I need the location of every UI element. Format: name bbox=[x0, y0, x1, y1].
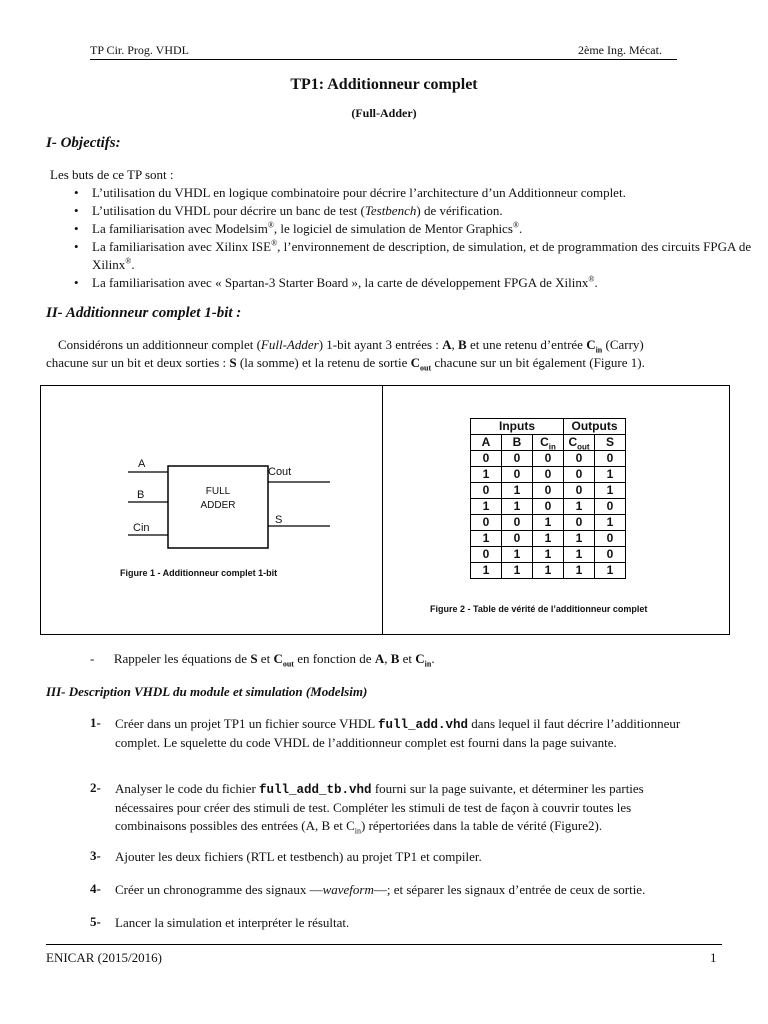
figures-divider bbox=[382, 385, 383, 635]
table-row bbox=[471, 515, 626, 531]
input-b-label: B bbox=[137, 489, 145, 501]
input-a-label: A bbox=[138, 458, 146, 470]
outputs-header: Outputs bbox=[564, 419, 626, 435]
objectifs-intro: Les buts de ce TP sont : bbox=[50, 167, 174, 182]
table-cell: 0 bbox=[564, 451, 595, 467]
table-row bbox=[471, 467, 626, 483]
table-cell: 1 bbox=[471, 467, 502, 483]
table-cell: 0 bbox=[533, 467, 564, 483]
step-number: 4- bbox=[90, 881, 101, 896]
table-row bbox=[471, 531, 626, 547]
table-row bbox=[471, 451, 626, 467]
step-number: 1- bbox=[90, 715, 101, 730]
step-number: 3- bbox=[90, 848, 101, 863]
list-item: • La familiarisation avec « Spartan-3 Starter Board », la carte de développement FPGA de Xilinx®. bbox=[92, 274, 768, 292]
table-cell: 1 bbox=[595, 467, 626, 483]
header-course: TP Cir. Prog. VHDL bbox=[90, 43, 190, 57]
step-3-text: Ajouter les deux fichiers (RTL et testbench) au projet TP1 et compiler. bbox=[115, 849, 482, 864]
table-cell: 1 bbox=[471, 563, 502, 579]
table-cell: 1 bbox=[595, 563, 626, 579]
figure-2-caption: Figure 2 - Table de vérité de l’additionneur complet bbox=[430, 604, 648, 614]
table-row bbox=[471, 563, 626, 579]
full-adder-block-label: FULL ADDER bbox=[200, 486, 236, 511]
table-cell: 0 bbox=[471, 547, 502, 563]
table-cell: 0 bbox=[533, 483, 564, 499]
step-number: 5- bbox=[90, 914, 101, 929]
table-cell: 1 bbox=[502, 499, 533, 515]
table-row bbox=[471, 483, 626, 499]
table-cell: 1 bbox=[533, 563, 564, 579]
table-cell: 1 bbox=[564, 531, 595, 547]
table-cell: 0 bbox=[595, 499, 626, 515]
table-cell: 0 bbox=[564, 483, 595, 499]
table-cell: 1 bbox=[533, 515, 564, 531]
list-item: • L’utilisation du VHDL en logique combinatoire pour décrire l’architecture d’un Additionneur complet. bbox=[92, 184, 768, 202]
output-s-label: S bbox=[275, 514, 283, 526]
list-item: • La familiarisation avec Modelsim®, le logiciel de simulation de Mentor Graphics®. bbox=[92, 220, 768, 238]
table-cell: 1 bbox=[471, 499, 502, 515]
table-cell: 0 bbox=[564, 515, 595, 531]
inputs-header: Inputs bbox=[471, 419, 564, 435]
column-header: B bbox=[502, 435, 533, 451]
input-cin-label: Cin bbox=[133, 522, 150, 534]
step-4-text: Créer un chronogramme des signaux —waveform—; et séparer les signaux d’entrée de ceux de sortie. bbox=[115, 882, 646, 897]
table-cell: 0 bbox=[533, 499, 564, 515]
table-cell: 0 bbox=[502, 515, 533, 531]
table-cell: 0 bbox=[595, 547, 626, 563]
section-adder-heading: II- Additionneur complet 1-bit : bbox=[46, 305, 242, 321]
table-cell: 1 bbox=[533, 547, 564, 563]
page-subtitle: (Full-Adder) bbox=[351, 106, 417, 120]
table-cell: 0 bbox=[564, 467, 595, 483]
table-row bbox=[471, 547, 626, 563]
section-vhdl-heading: III- Description VHDL du module et simulation (Modelsim) bbox=[46, 684, 368, 699]
table-cell: 0 bbox=[502, 451, 533, 467]
step-5-text: Lancer la simulation et interpréter le résultat. bbox=[115, 915, 350, 930]
table-cell: 1 bbox=[564, 547, 595, 563]
header-class: 2ème Ing. Mécat. bbox=[578, 43, 662, 57]
table-cell: 1 bbox=[471, 531, 502, 547]
objectifs-list bbox=[50, 184, 768, 292]
table-cell: 1 bbox=[533, 531, 564, 547]
step-number: 2- bbox=[90, 780, 101, 795]
list-item: • L’utilisation du VHDL pour décrire un banc de test (Testbench) de vérification. bbox=[92, 202, 768, 220]
table-cell: 0 bbox=[471, 451, 502, 467]
recall-equations: - Rappeler les équations de S et $C_{out}$ en fonction de A, B et $C_{in}$. bbox=[90, 651, 435, 669]
column-header: $C_{in}$ bbox=[533, 435, 564, 451]
table-cell: 1 bbox=[595, 483, 626, 499]
table-cell: 1 bbox=[502, 563, 533, 579]
step-1-text: Créer dans un projet TP1 un fichier source VHDL full_add.vhd dans lequel il faut décrire l’additionneur complet. Le squelette du code VHDL de l’additionneur complet est fourni dans la page suivante. bbox=[115, 716, 681, 750]
table-cell: 1 bbox=[564, 499, 595, 515]
column-header: $C_{out}$ bbox=[564, 435, 595, 451]
header-rule bbox=[90, 59, 677, 60]
table-cell: 0 bbox=[502, 531, 533, 547]
adder-description: Considérons un additionneur complet (Full-Adder) 1-bit ayant 3 entrées : A, B et une retenu d’entrée $C_{in}$ (Carry) chacune sur un bit et deux sorties : S (la somme) et la retenu de sortie $C_{out}$ chacune sur un bit également (Figure 1). bbox=[46, 337, 645, 373]
table-cell: 0 bbox=[533, 451, 564, 467]
table-row bbox=[471, 499, 626, 515]
table-cell: 1 bbox=[502, 547, 533, 563]
footer-school: ENICAR (2015/2016) bbox=[46, 950, 162, 965]
truth-table bbox=[470, 418, 626, 579]
table-cell: 1 bbox=[502, 483, 533, 499]
footer-rule bbox=[46, 944, 722, 945]
table-cell: 0 bbox=[502, 467, 533, 483]
page-title: TP1: Additionneur complet bbox=[290, 76, 478, 93]
table-cell: 0 bbox=[471, 515, 502, 531]
table-cell: 0 bbox=[595, 451, 626, 467]
table-row bbox=[471, 419, 626, 435]
table-cell: 1 bbox=[564, 563, 595, 579]
column-header: A bbox=[471, 435, 502, 451]
column-header: S bbox=[595, 435, 626, 451]
section-objectifs-heading: I- Objectifs: bbox=[46, 135, 121, 151]
output-cout-label: Cout bbox=[268, 466, 292, 478]
table-cell: 0 bbox=[471, 483, 502, 499]
table-cell: 1 bbox=[595, 515, 626, 531]
figure-1-caption: Figure 1 - Additionneur complet 1-bit bbox=[120, 568, 278, 578]
table-row bbox=[471, 435, 626, 451]
step-2-text: Analyser le code du fichier full_add_tb.vhd fourni sur la page suivante, et déterminer les parties nécessaires pour créer des stimuli de test. Compléter les stimuli de test de façon à couvrir toutes les combinaisons possibles des entrées (A, B et $C_{in}$) répertoriées dans la table de vérité (Figure2). bbox=[115, 781, 644, 836]
table-cell: 0 bbox=[595, 531, 626, 547]
page-number: 1 bbox=[710, 950, 717, 965]
list-item: • La familiarisation avec Xilinx ISE®, l’environnement de description, de simulation, et de programmation des circuits FPGA de Xilinx®. bbox=[92, 238, 768, 274]
